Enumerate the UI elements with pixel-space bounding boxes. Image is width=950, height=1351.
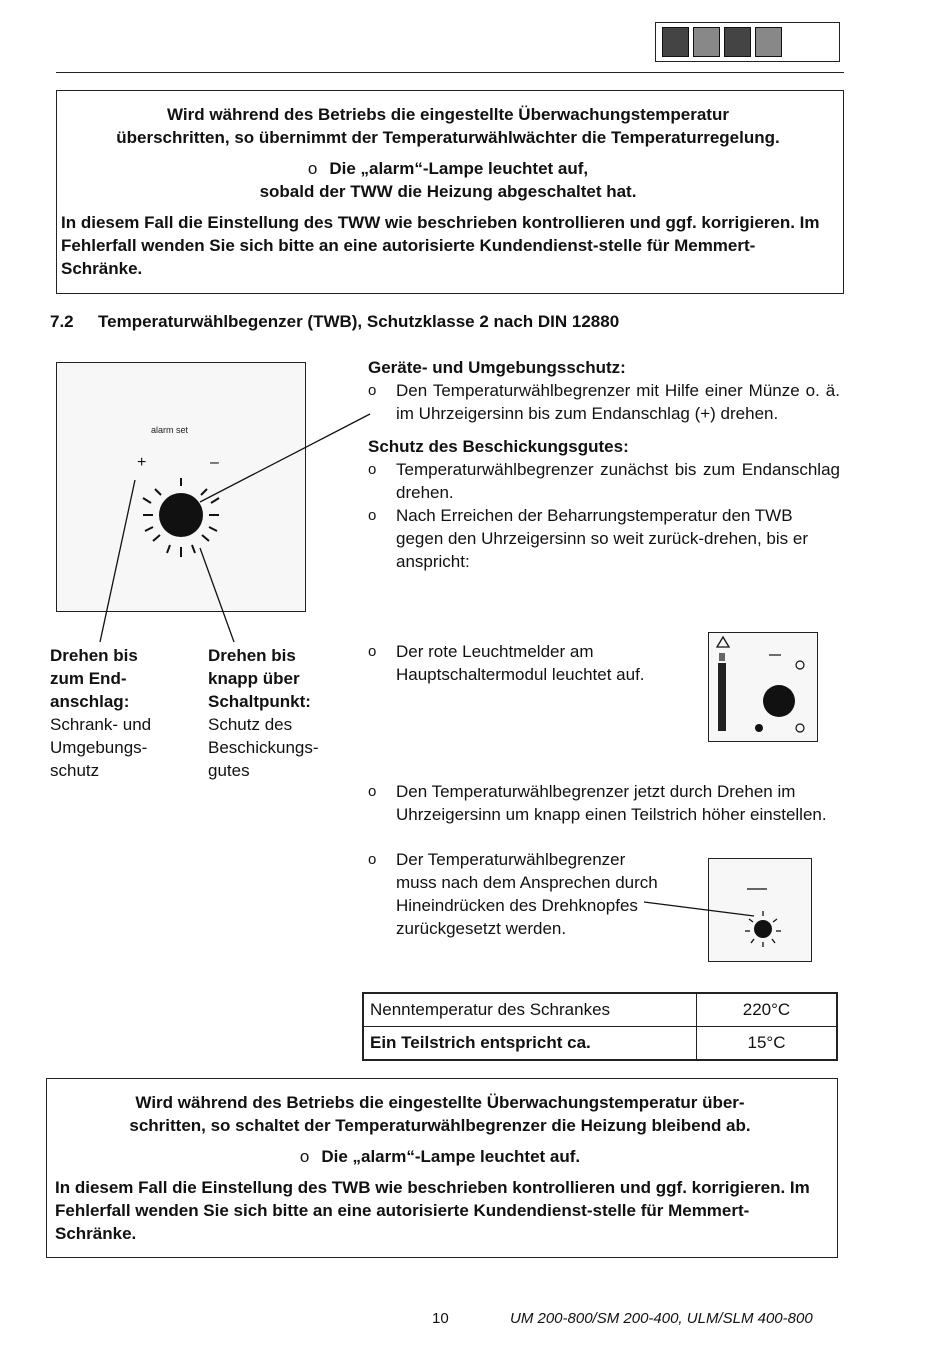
list-item: o Den Temperaturwählbegrenzer jetzt durch Drehen im Uhrzeigersinn um knapp einen Teilstrich höher einstellen.	[368, 782, 827, 824]
list-item: o Der rote Leuchtmelder am Hauptschaltermodul leuchtet auf.	[368, 642, 645, 684]
bullet-circle-icon: o	[368, 851, 377, 868]
heading-geraeteschutz: Geräte- und Umgebungsschutz:	[368, 358, 626, 377]
notice-top-line1: Wird während des Betriebs die eingestellte Überwachungstemperatur	[167, 105, 729, 124]
notice-top-line2: überschritten, so übernimmt der Temperaturwählwächter die Temperaturregelung.	[116, 128, 780, 147]
notice-bottom-paragraph: In diesem Fall die Einstellung des TWB wie beschrieben kontrollieren und ggf. korrigieren. Im Fehlerfall wenden Sie sich bitte an eine autorisierte Kundendienst-stelle für Memmert-Schränke.	[55, 1178, 810, 1243]
footer-model: UM 200-800/SM 200-400, ULM/SLM 400-800	[510, 1310, 813, 1327]
right-column-lower	[368, 780, 840, 826]
bullet-circle-icon: o	[368, 643, 377, 660]
reset-leader-line	[630, 880, 770, 930]
table-cell-label: Ein Teilstrich entspricht ca.	[363, 1027, 697, 1061]
right-column-reset	[368, 848, 668, 940]
bullet-circle-icon: o	[368, 461, 377, 478]
caption-right: Drehen bis knapp über Schaltpunkt: Schutz des Beschickungs- gutes	[208, 646, 319, 780]
notice-top-bullet1: o Die „alarm“-Lampe leuchtet auf,	[307, 159, 589, 178]
small-indicator-icon	[796, 661, 804, 669]
table-cell-label: Nenntemperatur des Schrankes	[363, 993, 697, 1027]
alarm-set-label: alarm set	[151, 425, 189, 435]
right-column-lamp	[368, 640, 688, 686]
bullet-circle-icon: o	[368, 507, 377, 524]
bullet-circle-icon: o	[299, 1147, 310, 1166]
table-cell-value: 15°C	[697, 1027, 838, 1061]
notice-bottom	[46, 1078, 838, 1258]
page-number: 10	[432, 1310, 449, 1327]
list-item: o Den Temperaturwählbegrenzer mit Hilfe einer Münze o. ä. im Uhrzeigersinn bis zum Endanschlag (+) drehen.	[368, 381, 840, 423]
right-column-upper	[368, 356, 840, 573]
small-indicator-icon	[796, 724, 804, 732]
notice-bottom-line2: schritten, so schaltet der Temperaturwählbegrenzer die Heizung bleibend ab.	[129, 1116, 751, 1135]
plus-label: +	[137, 454, 147, 471]
list-item: o Temperaturwählbegrenzer zunächst bis zum Endanschlag drehen.	[368, 460, 840, 502]
leader-line-right	[200, 548, 234, 642]
leader-line-main	[200, 414, 370, 502]
bullet-circle-icon: o	[307, 159, 318, 178]
section-title-text: Temperaturwählbegenzer (TWB), Schutzklasse 2 nach DIN 12880	[98, 312, 620, 331]
module-illustration	[709, 633, 819, 743]
notice-bottom-bullet: o Die „alarm“-Lampe leuchtet auf.	[299, 1147, 581, 1166]
notice-top-bullet2: sobald der TWW die Heizung abgeschaltet hat.	[259, 182, 637, 201]
list-item: o Der Temperaturwählbegrenzer muss nach dem Ansprechen durch Hineindrücken des Drehknopfes zurückgesetzt werden.	[368, 850, 658, 938]
module-knob-icon	[763, 685, 795, 717]
table-cell-value: 220°C	[697, 993, 838, 1027]
table-row	[363, 993, 837, 1027]
bullet-circle-icon: o	[368, 783, 377, 800]
warning-triangle-icon	[717, 637, 729, 647]
indicator-bar-icon	[718, 663, 726, 731]
table-row	[363, 1027, 837, 1061]
main-switch-module-figure	[708, 632, 818, 742]
leader-line-left	[100, 480, 135, 642]
minus-label: –	[210, 454, 219, 471]
notice-top-paragraph: In diesem Fall die Einstellung des TWW wie beschrieben kontrollieren und ggf. korrigieren. Im Fehlerfall wenden Sie sich bitte an eine autorisierte Kundendienst-stelle für Memmert-Schränke.	[61, 213, 820, 278]
red-lamp-icon	[755, 724, 763, 732]
heading-beschickungsgut: Schutz des Beschickungsgutes:	[368, 437, 629, 456]
bullet-circle-icon: o	[368, 382, 377, 399]
section-number: 7.2	[50, 312, 74, 331]
list-item: o Nach Erreichen der Beharrungstemperatur den TWB gegen den Uhrzeigersinn so weit zurück-drehen, bis er anspricht:	[368, 506, 809, 571]
caption-left: Drehen bis zum End- anschlag: Schrank- und Umgebungs- schutz	[50, 646, 152, 780]
spec-table	[362, 992, 838, 1061]
notice-bottom-line1: Wird während des Betriebs die eingestellte Überwachungstemperatur über-	[135, 1093, 745, 1112]
